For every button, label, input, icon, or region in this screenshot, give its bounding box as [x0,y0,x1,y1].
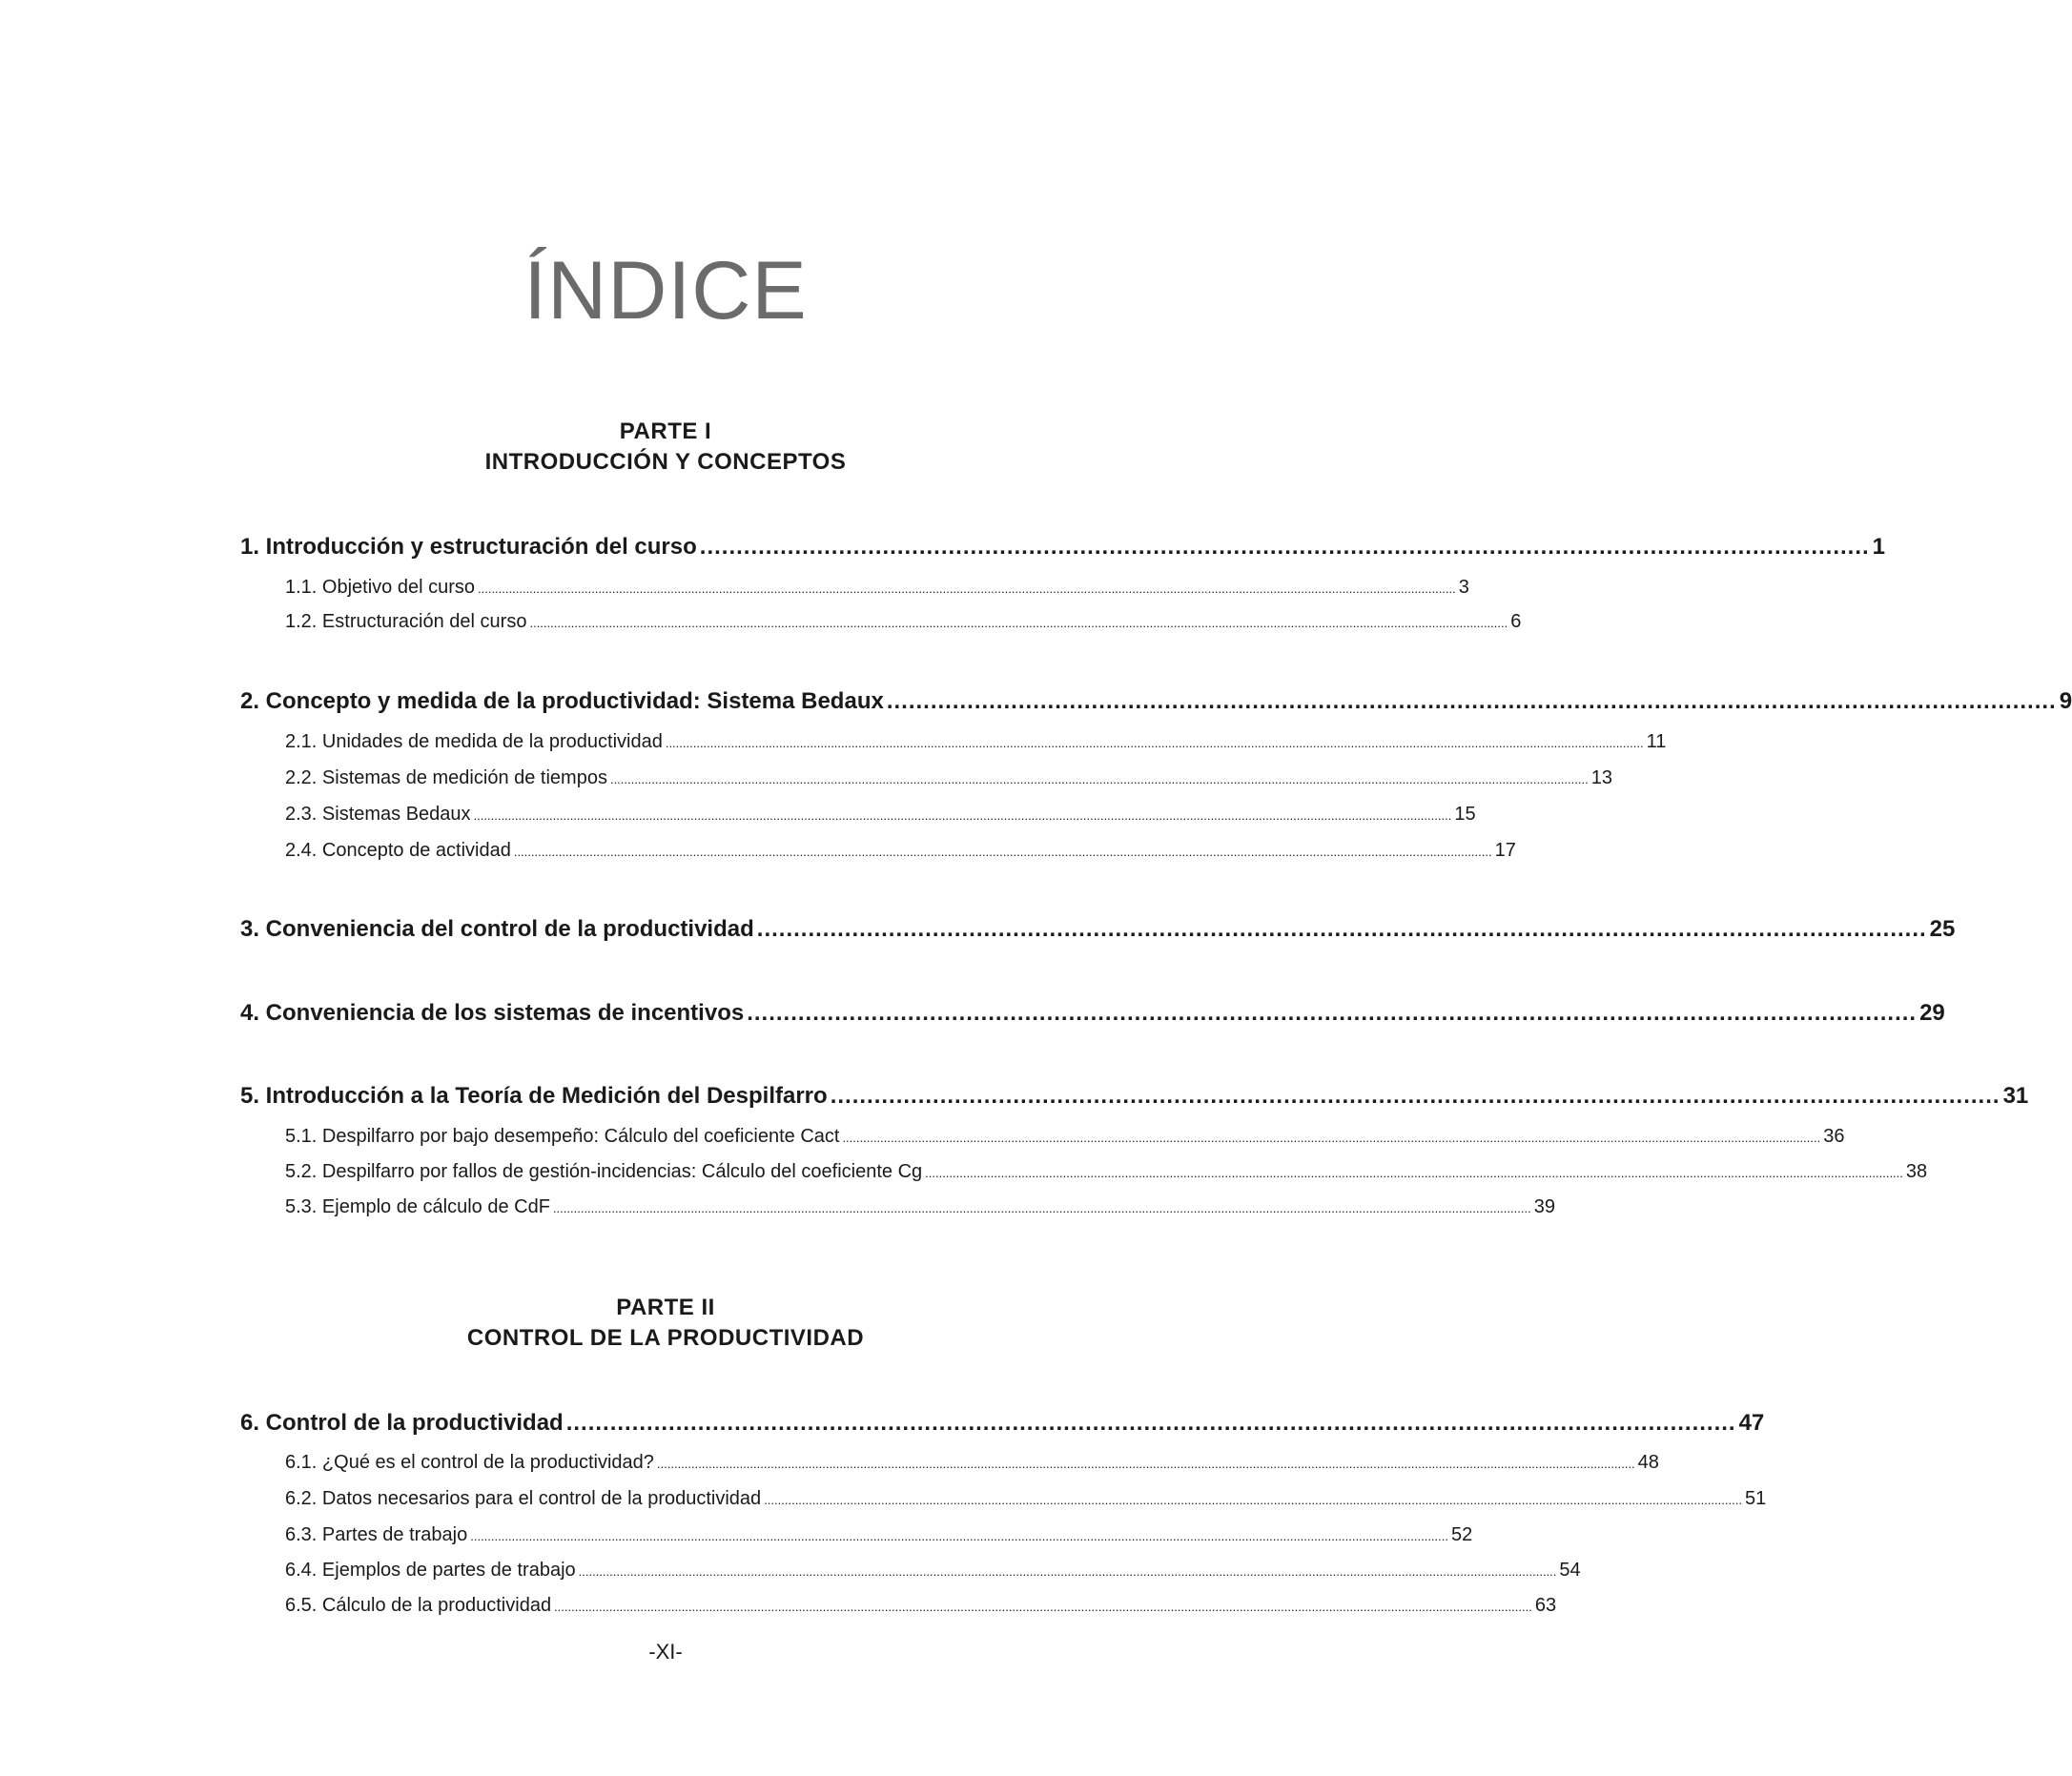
toc-section-2-2[interactable] [285,767,1612,789]
toc-entry-page: 15 [1454,804,1476,825]
toc-entry-title: 2.2. Sistemas de medición de tiempos [285,767,607,788]
toc-entry-page: 11 [1646,731,1667,752]
toc-chapter-4[interactable] [240,1000,1945,1027]
dot-leader: ............................................................................................................................................................................................................................................................................................ [842,1131,1821,1145]
toc-entry-page: 54 [1559,1560,1581,1581]
toc-entry-title: 1.2. Estructuración del curso [285,611,527,632]
toc-section-6-5[interactable] [285,1595,1557,1617]
toc-chapter-5[interactable] [240,1083,2029,1110]
toc-entry-title: 1.1. Objetivo del curso [285,577,475,598]
toc-entry-title: 5. Introducción a la Teoría de Medición del Despilfarro [240,1083,828,1109]
toc-chapter-2[interactable] [240,688,2072,715]
toc-entry-page: 13 [1590,767,1612,788]
dot-leader: ................................................................................................................................................................ [756,916,1927,942]
toc-entry-page: 63 [1534,1595,1557,1616]
toc-entry-title: 6.5. Cálculo de la productividad [285,1595,552,1616]
toc-entry-page: 17 [1494,840,1516,861]
toc-entry-page: 48 [1637,1452,1659,1473]
toc-entry-title: 2.3. Sistemas Bedaux [285,804,471,825]
toc-entry-page: 6 [1510,611,1522,632]
toc-entry-page: 31 [2002,1083,2029,1109]
toc-entry-title: 5.1. Despilfarro por bajo desempeño: Cálculo del coeficiente Cact [285,1126,840,1147]
toc-entry-title: 6.4. Ejemplos de partes de trabajo [285,1560,576,1581]
toc-entry-title: 5.3. Ejemplo de cálculo de CdF [285,1196,550,1217]
dot-leader: ................................................................................................................................................................ [699,534,1870,560]
toc-section-6-1[interactable] [285,1452,1659,1474]
toc-entry-page: 51 [1744,1488,1767,1509]
dot-leader: ............................................................................................................................................................................................................................................................................................ [656,1457,1635,1471]
toc-entry-page: 3 [1458,577,1469,598]
toc-section-2-3[interactable] [285,804,1476,826]
page-title: ÍNDICE [523,245,808,337]
toc-entry-title: 3. Conveniencia del control de la productividad [240,916,754,942]
toc-entry-page: 39 [1533,1196,1555,1217]
dot-leader: ............................................................................................................................................................................................................................................................................................ [478,582,1456,596]
toc-entry-page: 9 [2059,688,2072,714]
toc-section-5-2[interactable] [285,1161,1928,1183]
toc-entry-page: 38 [1905,1161,1928,1182]
toc-section-6-2[interactable] [285,1488,1767,1510]
dot-leader: ............................................................................................................................................................................................................................................................................................ [529,616,1508,630]
toc-entry-title: 2.4. Concepto de actividad [285,840,511,861]
toc-entry-page: 52 [1451,1524,1473,1545]
toc-section-6-3[interactable] [285,1524,1473,1546]
toc-section-2-4[interactable] [285,840,1516,862]
dot-leader: ............................................................................................................................................................................................................................................................................................ [925,1166,1903,1180]
toc-section-2-1[interactable] [285,731,1667,753]
dot-leader: ................................................................................................................................................................ [747,1000,1918,1026]
toc-entry-title: 6.3. Partes de trabajo [285,1524,468,1545]
toc-chapter-1[interactable] [240,534,1886,561]
toc-entry-title: 1. Introducción y estructuración del curso [240,534,697,560]
dot-leader: ............................................................................................................................................................................................................................................................................................ [554,1600,1532,1614]
toc-section-1-1[interactable] [285,577,1469,599]
toc-chapter-6[interactable] [240,1410,1765,1437]
toc-entry-title: 5.2. Despilfarro por fallos de gestión-incidencias: Cálculo del coeficiente Cg [285,1161,923,1182]
toc-entry-title: 2. Concepto y medida de la productividad: Sistema Bedaux [240,688,884,714]
toc-entry-page: 47 [1738,1410,1765,1436]
part-heading: PARTE I [619,418,712,444]
dot-leader: ................................................................................................................................................................ [830,1083,2000,1109]
dot-leader: ............................................................................................................................................................................................................................................................................................ [764,1493,1742,1507]
toc-section-5-1[interactable] [285,1126,1845,1148]
dot-leader: ............................................................................................................................................................................................................................................................................................ [609,772,1589,786]
dot-leader: ............................................................................................................................................................................................................................................................................................ [665,736,1644,750]
dot-leader: ................................................................................................................................................................ [565,1410,1736,1436]
toc-section-5-3[interactable] [285,1196,1555,1218]
dot-leader: ............................................................................................................................................................................................................................................................................................ [552,1201,1531,1215]
toc-entry-title: 4. Conveniencia de los sistemas de incentivos [240,1000,745,1026]
toc-chapter-3[interactable] [240,916,1956,943]
page-number: -XI- [648,1640,683,1664]
toc-section-1-2[interactable] [285,611,1522,633]
toc-entry-title: 2.1. Unidades de medida de la productividad [285,731,663,752]
toc-entry-page: 29 [1919,1000,1945,1026]
toc-entry-title: 6. Control de la productividad [240,1410,564,1436]
toc-entry-page: 36 [1823,1126,1845,1147]
toc-entry-title: 6.2. Datos necesarios para el control de la productividad [285,1488,762,1509]
part-subheading: INTRODUCCIÓN Y CONCEPTOS [484,449,847,475]
toc-entry-page: 25 [1929,916,1956,942]
dot-leader: ............................................................................................................................................................................................................................................................................................ [473,808,1452,823]
dot-leader: ................................................................................................................................................................ [886,688,2057,714]
part-subheading: CONTROL DE LA PRODUCTIVIDAD [466,1325,865,1351]
dot-leader: ............................................................................................................................................................................................................................................................................................ [578,1564,1557,1579]
part-heading: PARTE II [616,1295,715,1320]
dot-leader: ............................................................................................................................................................................................................................................................................................ [513,845,1492,859]
dot-leader: ............................................................................................................................................................................................................................................................................................ [470,1529,1448,1543]
toc-entry-title: 6.1. ¿Qué es el control de la productividad? [285,1452,654,1473]
toc-entry-page: 1 [1872,534,1886,560]
toc-section-6-4[interactable] [285,1560,1581,1582]
